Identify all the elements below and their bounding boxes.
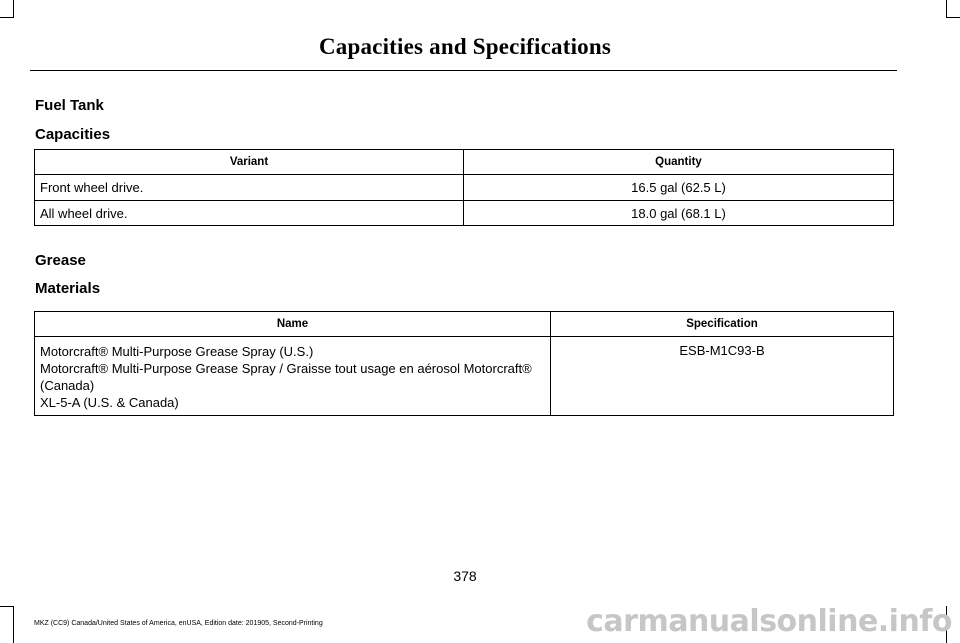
fuel-capacity-table <box>34 149 894 226</box>
crop-mark-top-right <box>946 0 947 17</box>
table-row <box>35 337 894 416</box>
column-header-variant: Variant <box>35 150 464 175</box>
footer-edition-text: MKZ (CC9) Canada/United States of America, enUSA, Edition date: 201905, Second-Printing <box>34 620 323 627</box>
column-header-quantity: Quantity <box>464 150 894 175</box>
table-header-row <box>35 150 894 175</box>
table-row <box>35 201 894 226</box>
table-header-row <box>35 312 894 337</box>
crop-mark-top-right <box>946 17 960 18</box>
column-header-specification: Specification <box>551 312 894 337</box>
variant-cell: All wheel drive. <box>35 201 464 226</box>
material-name-line: Motorcraft® Multi-Purpose Grease Spray / Graisse tout usage en aérosol Motorcraft® <box>40 361 532 376</box>
variant-cell: Front wheel drive. <box>35 175 464 201</box>
page-title: Capacities and Specifications <box>318 34 612 59</box>
material-name-cell <box>35 337 551 416</box>
grease-materials-table <box>34 311 894 416</box>
grease-heading: Grease <box>35 252 86 269</box>
crop-mark-top-left <box>0 17 14 18</box>
page-number: 378 <box>453 568 477 584</box>
crop-mark-top-left <box>13 0 14 17</box>
crop-mark-bottom-left <box>13 606 14 643</box>
column-header-name: Name <box>35 312 551 337</box>
specification-cell: ESB-M1C93-B <box>551 337 894 416</box>
watermark-logo: carmanualsonline.info <box>586 604 952 639</box>
materials-subheading: Materials <box>35 280 101 297</box>
title-divider <box>30 70 897 71</box>
material-name-line: (Canada) <box>40 378 95 393</box>
crop-mark-bottom-left <box>0 606 14 607</box>
material-name-line: XL-5-A (U.S. & Canada) <box>40 395 179 410</box>
fuel-tank-heading: Fuel Tank <box>35 97 104 114</box>
table-row <box>35 175 894 201</box>
material-name-line: Motorcraft® Multi-Purpose Grease Spray (U.S.) <box>40 344 314 359</box>
quantity-cell: 16.5 gal (62.5 L) <box>464 175 894 201</box>
quantity-cell: 18.0 gal (68.1 L) <box>464 201 894 226</box>
capacities-subheading: Capacities <box>35 126 111 143</box>
